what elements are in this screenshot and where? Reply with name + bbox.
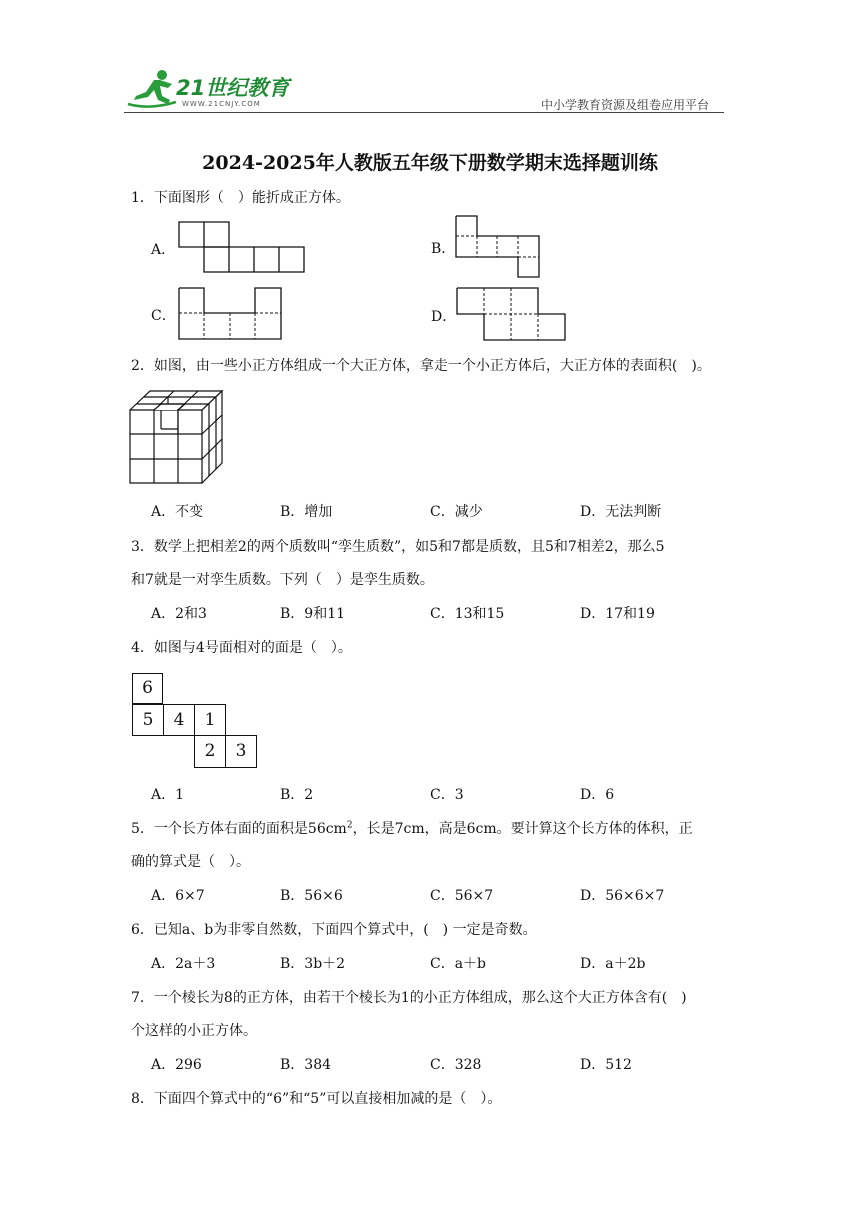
question-5-stem-line1: 5．一个长方体右面的面积是$56cm^2$，长是7cm，高是6cm。要计算这个长方体的体积，正	[131, 820, 693, 837]
q7-option-c[interactable]: C．328	[430, 1057, 482, 1073]
q2-option-d[interactable]: D．无法判断	[580, 504, 662, 520]
q4-option-c[interactable]: C．3	[430, 787, 464, 803]
net-face-4: 4	[163, 704, 195, 736]
q1-option-b[interactable]: B．	[431, 241, 456, 257]
net-face-1: 1	[194, 704, 226, 736]
question-3-stem-line1: 3．数学上把相差2的两个质数叫“孪生质数”，如5和7都是质数，且5和7相差2，那么5	[131, 539, 665, 555]
question-2-stem: 2．如图，由一些小正方体组成一个大正方体，拿走一个小正方体后，大正方体的表面积( )。	[131, 358, 711, 374]
q2-option-c[interactable]: C．减少	[430, 504, 483, 520]
q6-option-d[interactable]: D．a＋2b	[580, 956, 646, 972]
q1-net-c-figure	[178, 287, 283, 341]
net-face-5: 5	[132, 704, 164, 736]
q3-option-a[interactable]: A．2和3	[151, 606, 207, 622]
q7-option-b[interactable]: B．384	[280, 1057, 332, 1073]
question-4-stem: 4．如图与4号面相对的面是（ ）。	[131, 640, 352, 656]
question-7-stem-line1: 7．一个棱长为8的正方体，由若干个棱长为1的小正方体组成，那么这个大正方体含有( )	[131, 990, 687, 1006]
logo-url-text: WWW.21CNJY.COM	[182, 100, 261, 108]
q4-net-figure	[132, 673, 258, 769]
q1-option-d[interactable]: D．	[431, 309, 457, 325]
question-5-stem-line2: 确的算式是（ ）。	[131, 854, 250, 870]
q6-option-a[interactable]: A．2a＋3	[151, 956, 216, 972]
question-7-stem-line2: 个这样的小正方体。	[131, 1023, 257, 1039]
q1-net-a-figure	[178, 221, 306, 274]
q1-net-b-figure	[455, 215, 541, 279]
question-8-stem: 8．下面四个算式中的“6”和“5”可以直接相加减的是（ ）。	[131, 1091, 502, 1107]
logo-text: 21世纪教育	[176, 76, 290, 100]
q2-option-a[interactable]: A．不变	[151, 504, 204, 520]
header-rule	[124, 112, 724, 113]
q1-net-d-figure	[456, 287, 567, 342]
q2-option-b[interactable]: B．增加	[280, 504, 333, 520]
q7-option-a[interactable]: A．296	[151, 1057, 202, 1073]
logo	[124, 66, 294, 112]
q5-option-c[interactable]: C．56×7	[430, 888, 494, 904]
q6-option-b[interactable]: B．3b＋2	[280, 956, 346, 972]
runner-logo-icon	[124, 66, 180, 112]
net-face-6: 6	[132, 673, 163, 704]
q3-option-d[interactable]: D．17和19	[580, 606, 655, 622]
q5-option-a[interactable]: A．6×7	[151, 888, 205, 904]
header-tagline: 中小学教育资源及组卷应用平台	[541, 98, 710, 112]
q5-option-d[interactable]: D．56×6×7	[580, 888, 665, 904]
q4-option-a[interactable]: A．1	[151, 787, 185, 803]
q4-option-d[interactable]: D．6	[580, 787, 615, 803]
q3-option-b[interactable]: B．9和11	[280, 606, 346, 622]
q4-option-b[interactable]: B．2	[280, 787, 314, 803]
q3-option-c[interactable]: C．13和15	[430, 606, 505, 622]
question-6-stem: 6．已知a、b为非零自然数，下面四个算式中，( ) 一定是奇数。	[131, 922, 537, 938]
q7-option-d[interactable]: D．512	[580, 1057, 632, 1073]
question-3-stem-line2: 和7就是一对孪生质数。下列（ ）是孪生质数。	[131, 572, 434, 588]
q1-option-c[interactable]: C．	[151, 308, 176, 324]
q5-option-b[interactable]: B．56×6	[280, 888, 343, 904]
q6-option-c[interactable]: C．a＋b	[430, 956, 487, 972]
page-title: 2024-2025年人教版五年级下册数学期末选择题训练	[202, 152, 658, 174]
net-face-2: 2	[194, 735, 226, 768]
q1-option-a[interactable]: A．	[151, 242, 176, 258]
question-1-stem: 1．下面图形（ ）能折成正方体。	[131, 190, 350, 206]
net-face-3: 3	[225, 735, 257, 768]
q2-cube-figure	[129, 389, 225, 486]
